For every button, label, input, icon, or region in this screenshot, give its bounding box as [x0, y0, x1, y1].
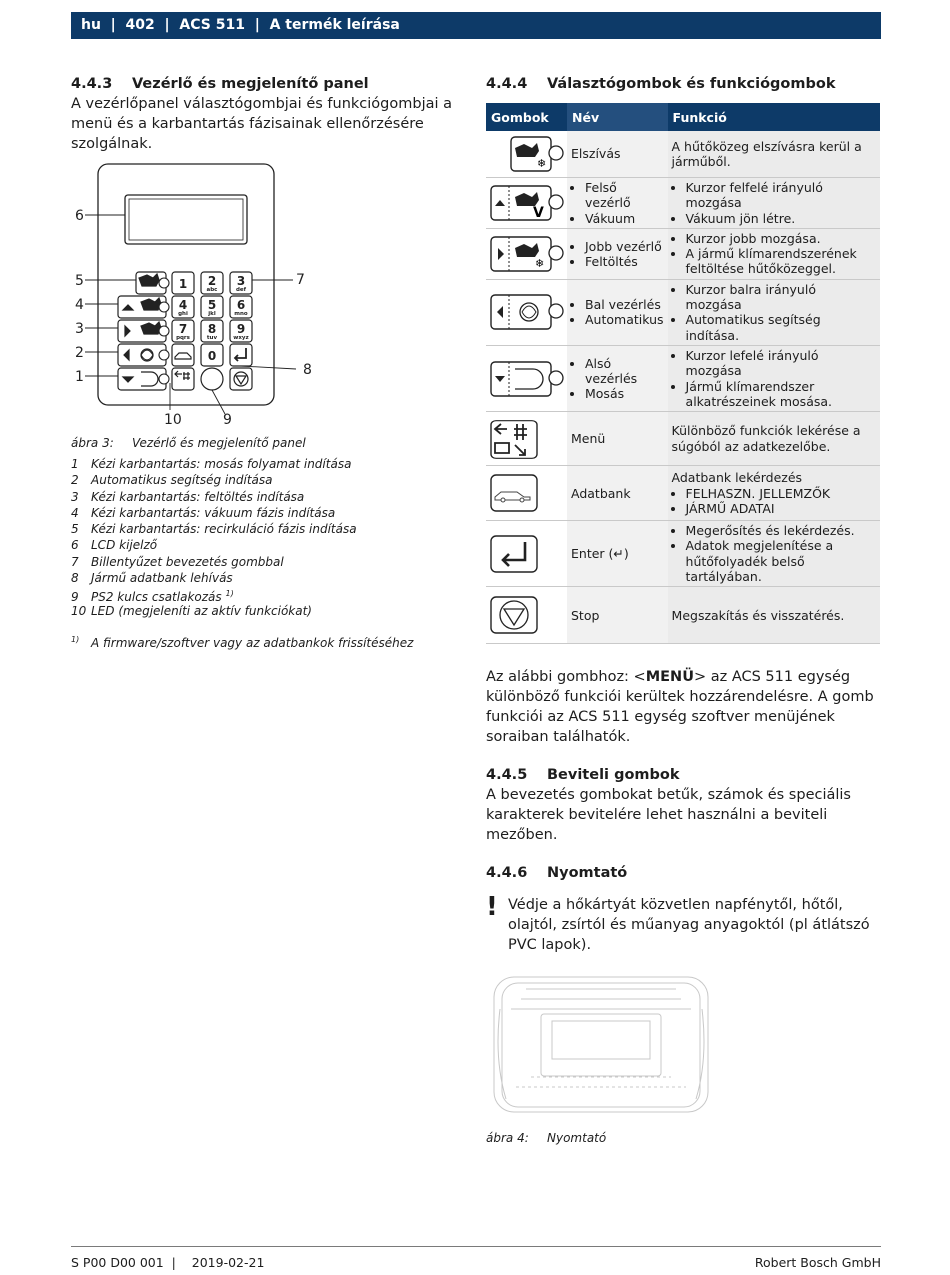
keypad-letters: pqrs — [176, 335, 190, 341]
key-name-item: • Alsó vezérlés — [585, 356, 664, 387]
legend-item: 6 LCD kijelző — [71, 538, 158, 553]
keypad-letters: wxyz — [233, 335, 249, 341]
table-row — [486, 178, 880, 229]
keypad-letters: jkl — [208, 311, 216, 317]
legend-item: 2 Automatikus segítség indítása — [71, 473, 273, 488]
key-icon-cell — [486, 279, 567, 345]
key-name-cell — [567, 345, 668, 411]
figure-3-legend — [71, 456, 467, 619]
up-arrow-vacuum-icon — [489, 183, 565, 223]
menu-paragraph: Az alábbi gombhoz: <MENÜ> az ACS 511 egység különböző funkciói kerültek hozzárendelésre. A gomb funkciói az ACS 511 egység szoftver menüjének soraiban találhatók. — [486, 669, 874, 746]
header-lang: hu — [81, 17, 101, 33]
legend-item: 4 Kézi karbantartás: vákuum fázis indítása — [71, 505, 336, 520]
figure-3-caption: ábra 3: Vezérlő és megjelenítő panel — [71, 436, 306, 450]
figure-4-caption: ábra 4: Nyomtató — [486, 1131, 607, 1146]
down-arrow-flush-icon — [489, 359, 565, 399]
page-header: hu | 402 | ACS 511 | A termék leírása — [71, 12, 881, 39]
keypad-digit: 1 — [178, 277, 188, 291]
led-5 — [159, 278, 169, 288]
col-header-keys: Gombok — [486, 103, 567, 131]
key-name-cell: Menü — [567, 412, 668, 466]
keypad-letters: def — [235, 287, 247, 293]
key-function-cell — [668, 345, 880, 411]
table-row — [486, 345, 880, 411]
stop-key-icon — [489, 595, 539, 635]
keypad-letters: mno — [234, 311, 248, 317]
section-heading-444: 4.4.4 Választógombok és funkciógombok — [486, 76, 836, 92]
key-icon-cell — [486, 178, 567, 229]
car-database-icon — [489, 473, 539, 513]
callout-10: 10 — [164, 412, 182, 428]
key-name-cell — [567, 279, 668, 345]
key-function-cell: Megszakítás és visszatérés. — [668, 587, 880, 644]
table-row — [486, 131, 880, 178]
left-column — [71, 76, 467, 650]
key-name-item: • Jobb vezérlő — [585, 239, 664, 254]
legend-item: 9 PS2 kulcs csatlakozás $^{1)}$ — [71, 589, 234, 605]
key-name-cell — [567, 178, 668, 229]
table-row — [486, 521, 880, 587]
section-heading-446: 4.4.6 Nyomtató — [486, 865, 628, 882]
function-item: • A jármű klímarendszerének feltöltése hűtőközeggel. — [686, 246, 876, 277]
enter-key-icon — [489, 534, 539, 574]
keypad-digit: 5 — [207, 298, 217, 312]
header-product: ACS 511 — [179, 17, 245, 33]
footnote: 1) A firmware/szoftver vagy az adatbankok frissítéséhez — [71, 634, 414, 650]
menu-key-panel — [172, 368, 194, 390]
col-header-name: Név — [567, 103, 668, 131]
right-arrow-fill-icon — [489, 234, 565, 274]
key-name-item: • Mosás — [585, 386, 664, 401]
legend-item: 5 Kézi karbantartás: recirkuláció fázis indítása — [71, 522, 357, 537]
key-icon-cell — [486, 131, 567, 178]
function-item: • Automatikus segítség indítása. — [686, 312, 876, 343]
control-panel-drawing — [71, 162, 331, 434]
function-item: • Adatok megjelenítése a hűtőfolyadék belső tartályában. — [686, 538, 876, 584]
menu-key-icon — [489, 419, 539, 459]
key-name-item: • Vákuum — [585, 211, 664, 226]
left-arrow-swirl-icon — [489, 292, 565, 332]
led-1 — [159, 374, 169, 384]
header-page: 402 — [125, 17, 155, 33]
key-name-cell: Enter (↵) — [567, 521, 668, 587]
function-heading: Adatbank lekérdezés — [671, 470, 803, 486]
section-heading-443: 4.4.3 Vezérlő és megjelenítő panel — [71, 76, 369, 92]
callout-8: 8 — [303, 362, 312, 378]
keys-table — [486, 103, 880, 644]
key-name-item: • Bal vezérlés — [585, 297, 664, 312]
key-name-item: • Felső vezérlő — [585, 180, 664, 211]
keypad-letters: tuv — [206, 335, 218, 341]
legend-item: 3 Kézi karbantartás: feltöltés indítása — [71, 489, 305, 504]
enter-key-panel — [230, 344, 252, 366]
key-name-cell: Stop — [567, 587, 668, 644]
key-function-cell — [668, 466, 880, 521]
legend-item: 10 LED (megjeleníti az aktív funkciókat) — [71, 603, 312, 618]
function-item: • Kurzor lefelé irányuló mozgása — [686, 348, 876, 379]
table-row — [486, 279, 880, 345]
footer-date: 2019-02-21 — [191, 1255, 265, 1270]
printer-figure — [486, 969, 716, 1119]
footer-left: S P00 D00 001 | 2019-02-21 — [71, 1255, 265, 1270]
key-function-cell: Különböző funkciók lekérése a súgóból az adatkezelőbe. — [668, 412, 880, 466]
svg-text:❄: ❄ — [535, 256, 545, 270]
warning-note — [486, 892, 880, 955]
printer-drawing — [486, 969, 716, 1119]
callout-4: 4 — [75, 297, 84, 313]
legend-sup: 1) — [225, 589, 234, 599]
keypad-digit: 0 — [207, 349, 217, 363]
footer-company: Robert Bosch GmbH — [754, 1255, 881, 1270]
table-row — [486, 466, 880, 521]
keypad-digit: 8 — [207, 322, 217, 336]
key-name-cell: Adatbank — [567, 466, 668, 521]
key-function-cell — [668, 178, 880, 229]
key-icon-cell — [486, 587, 567, 644]
function-item: • JÁRMŰ ADATAI — [686, 501, 876, 516]
warning-text: Védje a hőkártyát közvetlen napfénytől, hőtől, olajtól, zsírtól és műanyag anyagoktól (pl átlátszó PVC lapok). — [508, 897, 870, 954]
function-item: • Kurzor felfelé irányuló mozgása — [686, 180, 876, 211]
keypad-letters: ghi — [178, 311, 188, 317]
keypad-digit: 7 — [178, 322, 188, 336]
led-2 — [159, 350, 169, 360]
key-name-item: • Automatikus — [585, 312, 664, 327]
function-item: • Vákuum jön létre. — [686, 211, 876, 226]
footer-code: S P00 D00 001 — [71, 1255, 164, 1270]
callout-7: 7 — [296, 272, 305, 288]
key-function-cell: A hűtőközeg elszívásra kerül a járműből. — [668, 131, 880, 178]
callout-6: 6 — [75, 208, 84, 224]
stop-key-panel — [230, 368, 252, 390]
function-item: • Kurzor balra irányuló mozgása — [686, 282, 876, 313]
keypad-letters: abc — [206, 287, 218, 293]
callout-1: 1 — [75, 369, 84, 385]
table-row — [486, 412, 880, 466]
lcd-display — [125, 195, 247, 244]
col-header-function: Funkció — [668, 103, 880, 131]
legend-item: 1 Kézi karbantartás: mosás folyamat indítása — [71, 457, 352, 471]
key-function-cell — [668, 228, 880, 279]
key-function-cell — [668, 279, 880, 345]
key-name-cell: Elszívás — [567, 131, 668, 178]
callout-3: 3 — [75, 321, 84, 337]
table-row — [486, 587, 880, 644]
s445-text: A bevezetés gombokat betűk, számok és speciális karakterek bevitelére lehet használni a beviteli mezőben. — [486, 787, 851, 844]
key-function-cell — [668, 521, 880, 587]
keypad-digit: 4 — [178, 298, 188, 312]
right-column — [486, 76, 880, 1145]
section-intro: A vezérlőpanel választógombjai és funkciógombjai a menü és a karbantartás fázisainak ellenőrzésére szolgálnak. — [71, 96, 453, 152]
keypad-digit: 6 — [236, 298, 246, 312]
car-evacuation-icon — [489, 134, 565, 174]
ps2-socket — [201, 368, 223, 390]
keypad-digit: 9 — [236, 322, 246, 336]
led-4 — [159, 302, 169, 312]
key-name-cell — [567, 228, 668, 279]
svg-text:V: V — [533, 204, 544, 221]
footer-divider — [71, 1246, 881, 1247]
control-panel-figure — [71, 162, 331, 434]
svg-text:❄: ❄ — [537, 157, 547, 170]
function-item: • Kurzor jobb mozgása. — [686, 231, 876, 246]
callout-5: 5 — [75, 273, 84, 289]
key-name-item: • Feltöltés — [585, 254, 664, 269]
key-icon-cell — [486, 228, 567, 279]
keypad-digit: 3 — [236, 274, 246, 288]
section-heading-445: 4.4.5 Beviteli gombok — [486, 767, 680, 784]
key-icon-cell — [486, 521, 567, 587]
callout-2: 2 — [75, 345, 84, 361]
warning-icon: ! — [486, 892, 498, 923]
legend-item: 7 Billentyűzet bevezetés gombbal — [71, 554, 284, 569]
function-item: • Jármű klímarendszer alkatrészeinek mosása. — [686, 379, 876, 410]
function-item: • FELHASZN. JELLEMZŐK — [686, 486, 876, 501]
led-3 — [159, 326, 169, 336]
callout-9: 9 — [223, 412, 232, 428]
table-row — [486, 228, 880, 279]
key-icon-cell — [486, 466, 567, 521]
key-icon-cell — [486, 412, 567, 466]
header-section: A termék leírása — [269, 17, 400, 33]
legend-item: 8 Jármű adatbank lehívás — [71, 571, 233, 586]
keypad-digit: 2 — [207, 274, 217, 288]
function-item: • Megerősítés és lekérdezés. — [686, 523, 876, 538]
key-icon-cell — [486, 345, 567, 411]
